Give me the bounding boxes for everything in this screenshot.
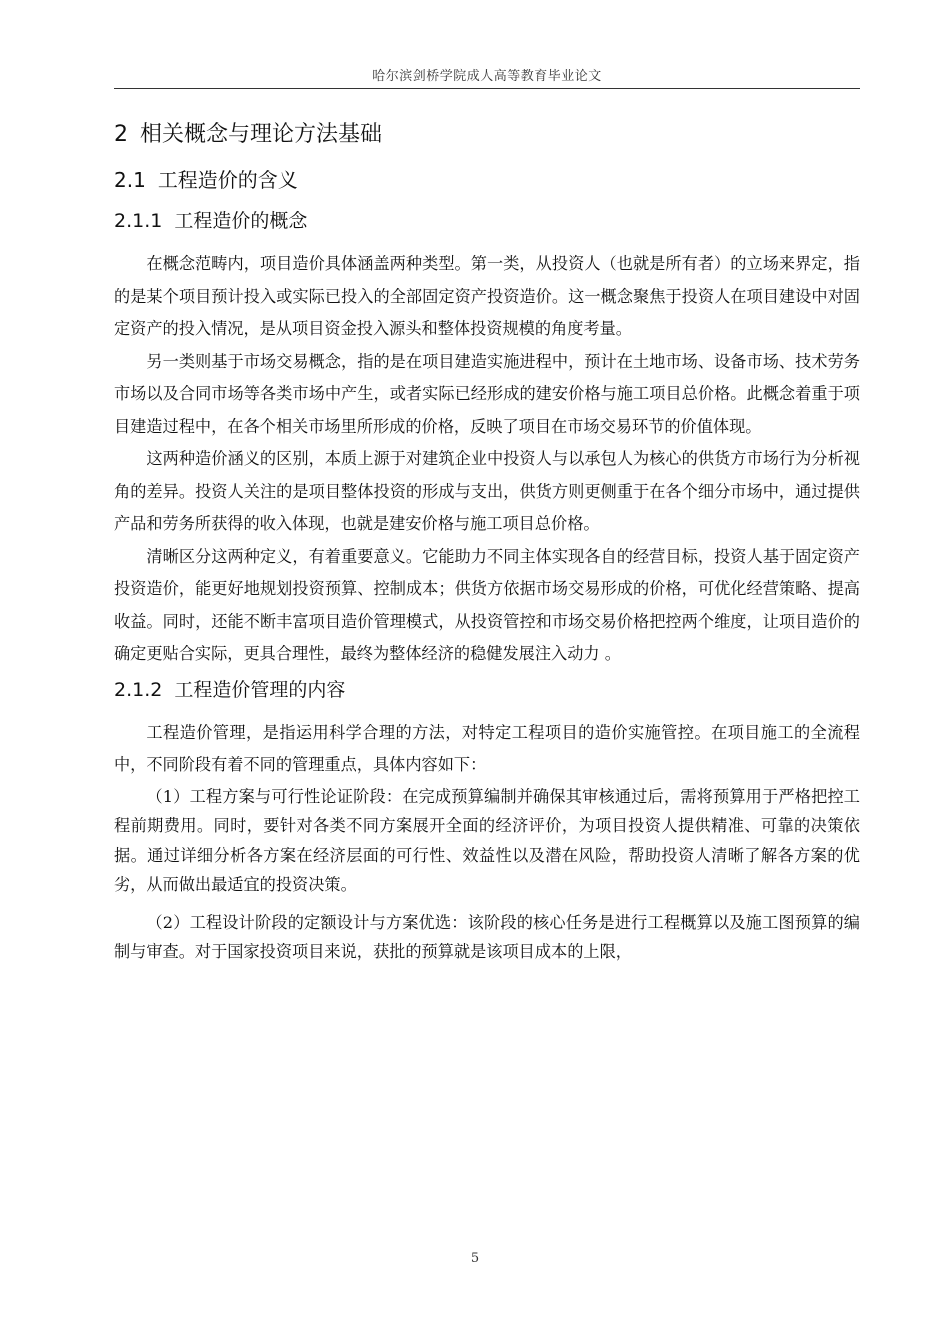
subsection-number: 2.1.2: [114, 678, 163, 701]
section-title: 工程造价的含义: [157, 168, 298, 192]
header-rule: [114, 88, 860, 89]
subsection-title: 工程造价管理的内容: [174, 678, 346, 701]
chapter-number: 2: [114, 122, 128, 147]
body-paragraph: 清晰区分这两种定义，有着重要意义。它能助力不同主体实现各自的经营目标，投资人基于固定资产投资造价，能更好地规划投资预算、控制成本；供货方依据市场交易形成的价格，可优化经营策略、提高收益。同时，还能不断丰富项目造价管理模式，从投资管控和市场交易价格把控两个维度，让项目造价的确定更贴合实际，更具合理性，最终为整体经济的稳健发展注入动力 。: [114, 546, 860, 663]
page-header: 哈尔滨剑桥学院成人高等教育毕业论文: [372, 69, 602, 84]
section-number: 2.1: [114, 168, 146, 192]
chapter-heading: [114, 120, 860, 150]
page-number: 5: [470, 1251, 480, 1266]
subsection-number: 2.1.1: [114, 210, 163, 232]
subsection-heading-2-1-2: [114, 677, 860, 703]
list-item: （1）工程方案与可行性论证阶段：在完成预算编制并确保其审核通过后，需将预算用于严格把控工程前期费用。同时，要针对各类不同方案展开全面的经济评价，为项目投资人提供精准、可靠的决策依据。通过详细分析各方案在经济层面的可行性、效益性以及潜在风险，帮助投资人清晰了解各方案的优劣，从而做出最适宜的投资决策。: [114, 786, 860, 894]
section-heading-2-1: [114, 166, 860, 194]
subsection-heading-2-1-1: [114, 208, 860, 234]
body-paragraph: 另一类则基于市场交易概念，指的是在项目建造实施进程中，预计在土地市场、设备市场、技术劳务市场以及合同市场等各类市场中产生，或者实际已经形成的建安价格与施工项目总价格。此概念着重于项目建造过程中，在各个相关市场里所形成的价格，反映了项目在市场交易环节的价值体现。: [114, 351, 860, 436]
list-item: （2）工程设计阶段的定额设计与方案优选：该阶段的核心任务是进行工程概算以及施工图预算的编制与审查。对于国家投资项目来说，获批的预算就是该项目成本的上限，: [114, 912, 860, 961]
chapter-title: 相关概念与理论方法基础: [140, 122, 383, 147]
page-body: [114, 120, 860, 967]
body-paragraph: 工程造价管理，是指运用科学合理的方法，对特定工程项目的造价实施管控。在项目施工的全流程中，不同阶段有着不同的管理重点，具体内容如下：: [114, 722, 860, 774]
subsection-title: 工程造价的概念: [174, 210, 308, 232]
body-paragraph: 这两种造价涵义的区别，本质上源于对建筑企业中投资人与以承包人为核心的供货方市场行为分析视角的差异。投资人关注的是项目整体投资的形成与支出，供货方则更侧重于在各个细分市场中，通过提供产品和劳务所获得的收入体现，也就是建安价格与施工项目总价格。: [114, 449, 860, 533]
body-paragraph: 在概念范畴内，项目造价具体涵盖两种类型。第一类，从投资人（也就是所有者）的立场来界定，指的是某个项目预计投入或实际已投入的全部固定资产投资造价。这一概念聚焦于投资人在项目建设中对固定资产的投入情况，是从项目资金投入源头和整体投资规模的角度考量。: [114, 254, 860, 338]
